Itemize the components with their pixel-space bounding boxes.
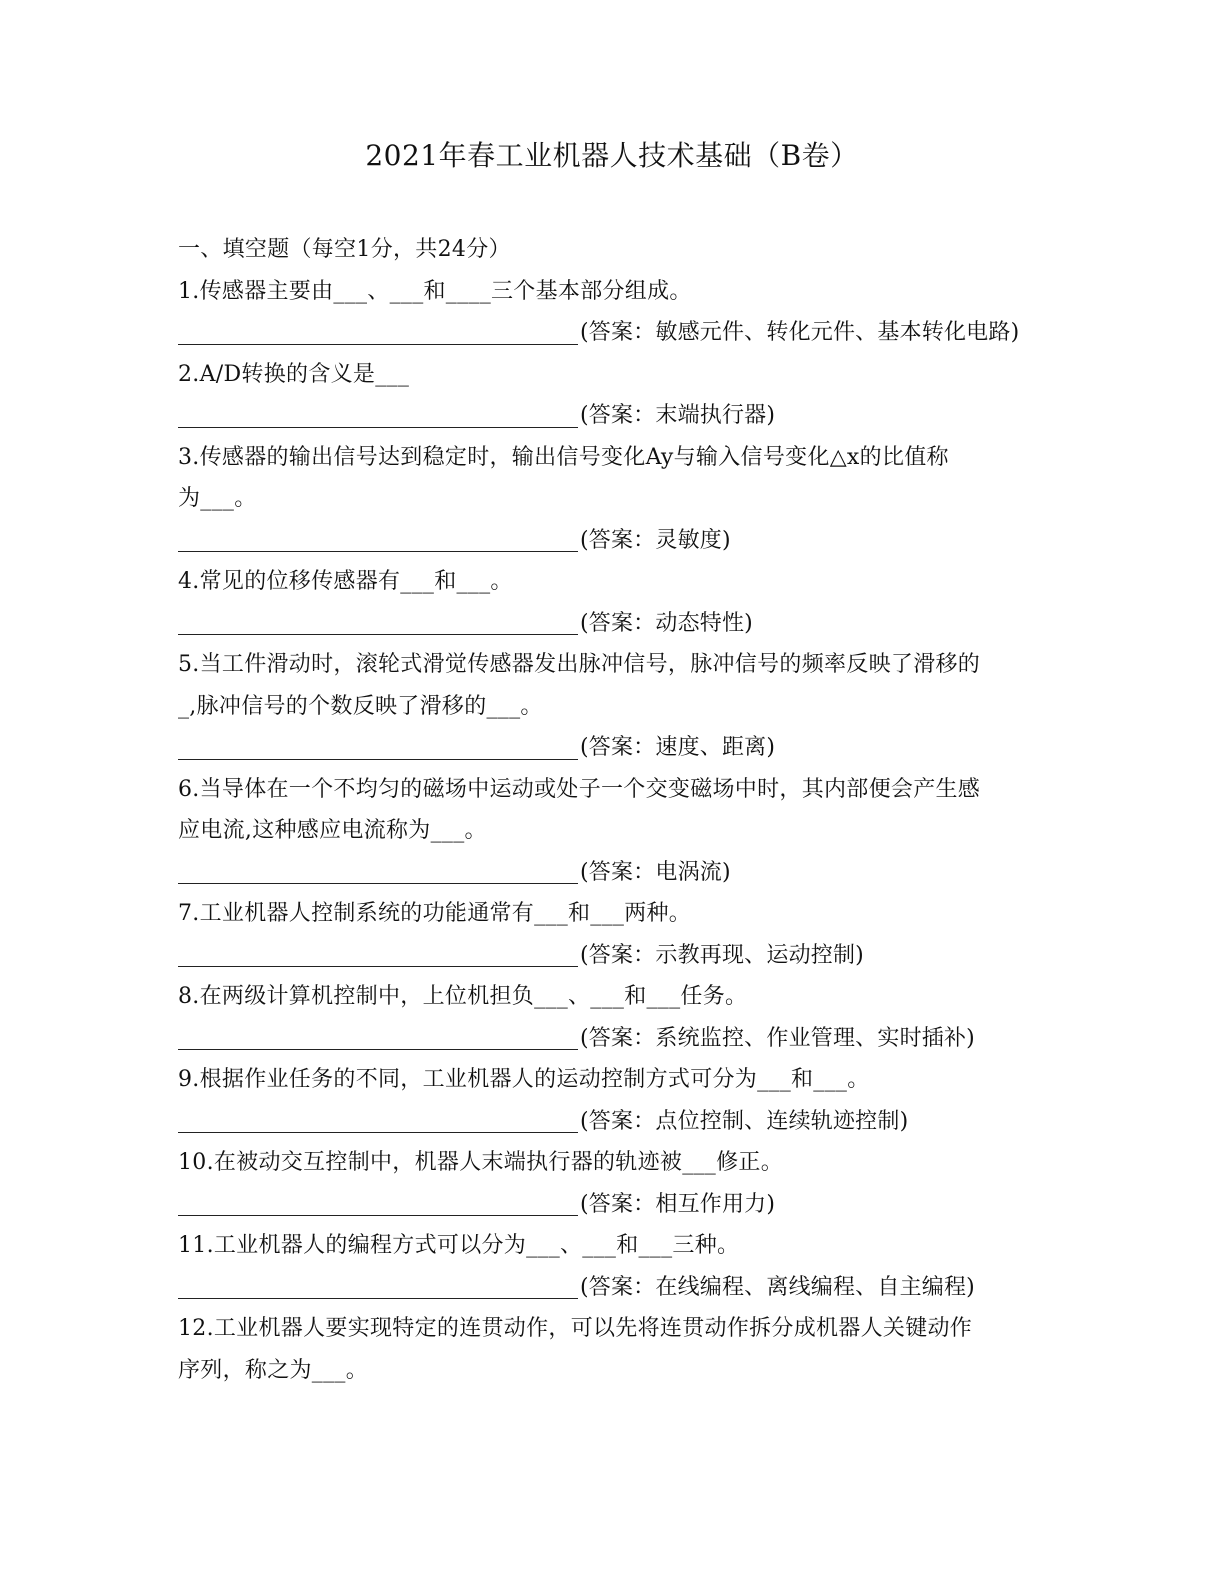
question-item — [178, 561, 1046, 644]
answer-blank-rule — [178, 1109, 578, 1133]
answer-blank-rule — [178, 860, 578, 884]
answer-line — [178, 1184, 1046, 1226]
answer-blank-rule — [178, 943, 578, 967]
answer-line — [178, 312, 1046, 354]
answer-blank-rule — [178, 321, 578, 345]
answer-line — [178, 1267, 1046, 1309]
question-text: 5.当工件滑动时，滚轮式滑觉传感器发出脉冲信号，脉冲信号的频率反映了滑移的 — [178, 652, 981, 677]
question-item — [178, 769, 1046, 894]
answer-line — [178, 727, 1046, 769]
question-item — [178, 1142, 1046, 1225]
question-text: 12.工业机器人要实现特定的连贯动作，可以先将连贯动作拆分成机器人关键动作 — [178, 1316, 973, 1341]
question-item — [178, 354, 1046, 437]
section-heading: 一、填空题（每空1分，共24分） — [178, 237, 511, 262]
document-title: 2021年春工业机器人技术基础（B卷） — [365, 139, 859, 172]
question-item — [178, 437, 1046, 562]
question-item — [178, 271, 1046, 354]
answer-line — [178, 520, 1046, 562]
question-text: 4.常见的位移传感器有___和___。 — [178, 569, 513, 594]
answer-blank-rule — [178, 1275, 578, 1299]
answer-blank-rule — [178, 1026, 578, 1050]
answer-text: (答案：电涡流) — [580, 859, 731, 885]
question-text: 1.传感器主要由___、___和____三个基本部分组成。 — [178, 278, 692, 304]
questions-container — [178, 271, 1046, 1392]
answer-text: (答案：示教再现、运动控制) — [580, 942, 864, 968]
question-item — [178, 1308, 1046, 1391]
question-text: 8.在两级计算机控制中，上位机担负___、___和___任务。 — [178, 984, 748, 1009]
answer-blank-rule — [178, 528, 578, 552]
answer-text: (答案：在线编程、离线编程、自主编程) — [580, 1274, 975, 1300]
question-text: 3.传感器的输出信号达到稳定时，输出信号变化Ay与输入信号变化△x的比值称 — [178, 444, 949, 470]
question-text: 序列，称之为___。 — [178, 1357, 369, 1383]
answer-line — [178, 935, 1046, 977]
question-item — [178, 1059, 1046, 1142]
question-list — [178, 229, 1046, 1391]
answer-line — [178, 603, 1046, 645]
answer-blank-rule — [178, 404, 578, 428]
answer-blank-rule — [178, 1192, 578, 1216]
answer-text: (答案：相互作用力) — [580, 1191, 776, 1217]
question-text: 应电流,这种感应电流称为___。 — [178, 818, 487, 843]
question-text: 10.在被动交互控制中，机器人末端执行器的轨迹被___修正。 — [178, 1150, 783, 1175]
answer-text: (答案：速度、距离) — [580, 735, 776, 760]
question-text: 7.工业机器人控制系统的功能通常有___和___两种。 — [178, 901, 692, 926]
answer-text: (答案：点位控制、连续轨迹控制) — [580, 1108, 909, 1134]
question-text: 2.A/D转换的含义是___ — [178, 361, 410, 387]
answer-line — [178, 1018, 1046, 1060]
question-item — [178, 893, 1046, 976]
answer-line — [178, 852, 1046, 894]
answer-text: (答案：动态特性) — [580, 610, 753, 636]
answer-text: (答案：灵敏度) — [580, 527, 731, 553]
answer-line — [178, 395, 1046, 437]
question-text: 6.当导体在一个不均匀的磁场中运动或处子一个交变磁场中时，其内部便会产生感 — [178, 776, 981, 802]
answer-text: (答案：系统监控、作业管理、实时插补) — [580, 1025, 975, 1051]
question-item — [178, 644, 1046, 769]
question-item — [178, 976, 1046, 1059]
question-text: 11.工业机器人的编程方式可以分为___、___和___三种。 — [178, 1233, 740, 1258]
answer-blank-rule — [178, 611, 578, 635]
question-text: 为___。 — [178, 486, 257, 511]
answer-text: (答案：末端执行器) — [580, 403, 776, 428]
answer-blank-rule — [178, 736, 578, 760]
question-text: _,脉冲信号的个数反映了滑移的___。 — [178, 693, 543, 719]
question-item — [178, 1225, 1046, 1308]
answer-line — [178, 1101, 1046, 1143]
answer-text: (答案：敏感元件、转化元件、基本转化电路) — [580, 320, 1020, 345]
question-text: 9.根据作业任务的不同，工业机器人的运动控制方式可分为___和___。 — [178, 1067, 870, 1092]
